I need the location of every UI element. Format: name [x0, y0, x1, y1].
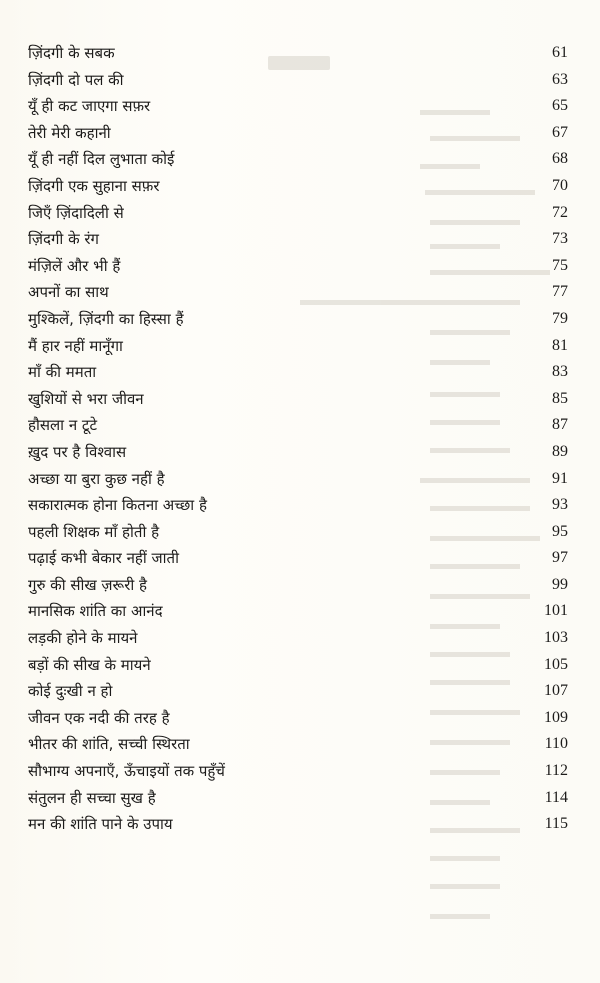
toc-entry-title: अच्छा या बुरा कुछ नहीं है	[28, 469, 165, 488]
toc-entry-title: यूँ ही नहीं दिल लुभाता कोई	[28, 150, 175, 169]
toc-entry-title: सौभाग्य अपनाएँ, ऊँचाइयों तक पहुँचें	[28, 762, 225, 781]
toc-entry-page: 81	[552, 336, 568, 354]
toc-entry	[28, 758, 568, 785]
toc-entry-title: मंज़िलें और भी हैं	[28, 256, 121, 275]
toc-entry-page: 109	[544, 708, 568, 726]
toc-entry-page: 65	[552, 97, 568, 115]
toc-entry-page: 115	[544, 815, 568, 833]
toc-entry-title: अपनों का साथ	[28, 283, 109, 302]
toc-entry-page: 91	[552, 469, 568, 487]
toc-entry	[28, 40, 568, 67]
toc-entry-title: तेरी मेरी कहानी	[28, 123, 111, 142]
toc-entry	[28, 279, 568, 306]
toc-entry	[28, 492, 568, 519]
toc-entry-title: ज़िंदगी एक सुहाना सफ़र	[28, 176, 160, 195]
toc-entry-title: जीवन एक नदी की तरह है	[28, 708, 170, 727]
toc-entry	[28, 173, 568, 200]
toc-entry-page: 103	[544, 629, 568, 647]
toc-entry	[28, 412, 568, 439]
toc-entry	[28, 811, 568, 838]
toc-entry-page: 67	[552, 123, 568, 141]
toc-entry-title: लड़की होने के मायने	[28, 629, 138, 648]
toc-entry	[28, 67, 568, 94]
toc-entry-page: 77	[552, 283, 568, 301]
toc-entry-title: मुश्किलें, ज़िंदगी का हिस्सा हैं	[28, 309, 184, 328]
toc-entry-title: खुशियों से भरा जीवन	[28, 389, 144, 408]
toc-entry	[28, 598, 568, 625]
toc-entry-page: 68	[552, 150, 568, 168]
table-of-contents	[28, 40, 568, 838]
toc-entry-title: मानसिक शांति का आनंद	[28, 602, 163, 621]
toc-entry-page: 87	[552, 416, 568, 434]
toc-entry-page: 83	[552, 363, 568, 381]
toc-entry	[28, 306, 568, 333]
toc-entry-page: 107	[544, 682, 568, 700]
toc-entry-title: पहली शिक्षक माँ होती है	[28, 522, 160, 541]
toc-entry	[28, 333, 568, 360]
toc-entry	[28, 705, 568, 732]
toc-entry	[28, 253, 568, 280]
toc-entry	[28, 625, 568, 652]
toc-entry	[28, 439, 568, 466]
toc-entry-page: 72	[552, 203, 568, 221]
toc-entry-title: भीतर की शांति, सच्ची स्थिरता	[28, 735, 190, 754]
toc-entry-title: यूँ ही कट जाएगा सफ़र	[28, 97, 151, 116]
toc-entry-page: 97	[552, 549, 568, 567]
toc-entry	[28, 200, 568, 227]
toc-entry-page: 114	[544, 788, 568, 806]
toc-entry-page: 95	[552, 522, 568, 540]
toc-entry-page: 101	[544, 602, 568, 620]
toc-entry	[28, 120, 568, 147]
toc-entry-title: माँ की ममता	[28, 363, 97, 382]
toc-entry-page: 79	[552, 309, 568, 327]
toc-entry	[28, 226, 568, 253]
toc-entry-page: 93	[552, 496, 568, 514]
toc-entry-page: 110	[544, 735, 568, 753]
toc-entry-title: सकारात्मक होना कितना अच्छा है	[28, 496, 207, 515]
toc-entry-page: 99	[552, 575, 568, 593]
toc-entry-page: 89	[552, 442, 568, 460]
toc-entry	[28, 545, 568, 572]
toc-entry-title: पढ़ाई कभी बेकार नहीं जाती	[28, 549, 179, 568]
toc-entry-page: 112	[544, 762, 568, 780]
toc-entry-title: ज़िंदगी दो पल की	[28, 70, 124, 89]
toc-entry	[28, 359, 568, 386]
toc-entry-title: मैं हार नहीं मानूँगा	[28, 336, 123, 355]
toc-entry	[28, 466, 568, 493]
toc-entry-page: 75	[552, 256, 568, 274]
toc-entry-page: 85	[552, 389, 568, 407]
toc-entry-page: 105	[544, 655, 568, 673]
toc-entry-page: 61	[552, 44, 568, 61]
toc-entry-title: ज़िंदगी के सबक	[28, 44, 115, 62]
toc-entry	[28, 652, 568, 679]
toc-entry-title: मन की शांति पाने के उपाय	[28, 815, 173, 834]
toc-entry	[28, 785, 568, 812]
toc-entry-title: हौसला न टूटे	[28, 416, 98, 435]
toc-entry-title: संतुलन ही सच्चा सुख है	[28, 788, 156, 807]
toc-entry	[28, 93, 568, 120]
toc-entry	[28, 146, 568, 173]
toc-entry	[28, 678, 568, 705]
toc-entry-title: बड़ों की सीख के मायने	[28, 655, 151, 674]
toc-entry-title: कोई दुःखी न हो	[28, 682, 113, 701]
toc-entry	[28, 731, 568, 758]
toc-entry-page: 63	[552, 70, 568, 88]
toc-entry-title: ज़िंदगी के रंग	[28, 230, 99, 249]
toc-entry-title: जिएँ ज़िंदादिली से	[28, 203, 124, 222]
toc-entry-title: गुरु की सीख ज़रूरी है	[28, 575, 147, 594]
toc-entry	[28, 519, 568, 546]
toc-entry-page: 70	[552, 176, 568, 194]
toc-entry	[28, 386, 568, 413]
toc-entry-title: ख़ुद पर है विश्वास	[28, 442, 127, 461]
toc-entry-page: 73	[552, 230, 568, 248]
toc-entry	[28, 572, 568, 599]
